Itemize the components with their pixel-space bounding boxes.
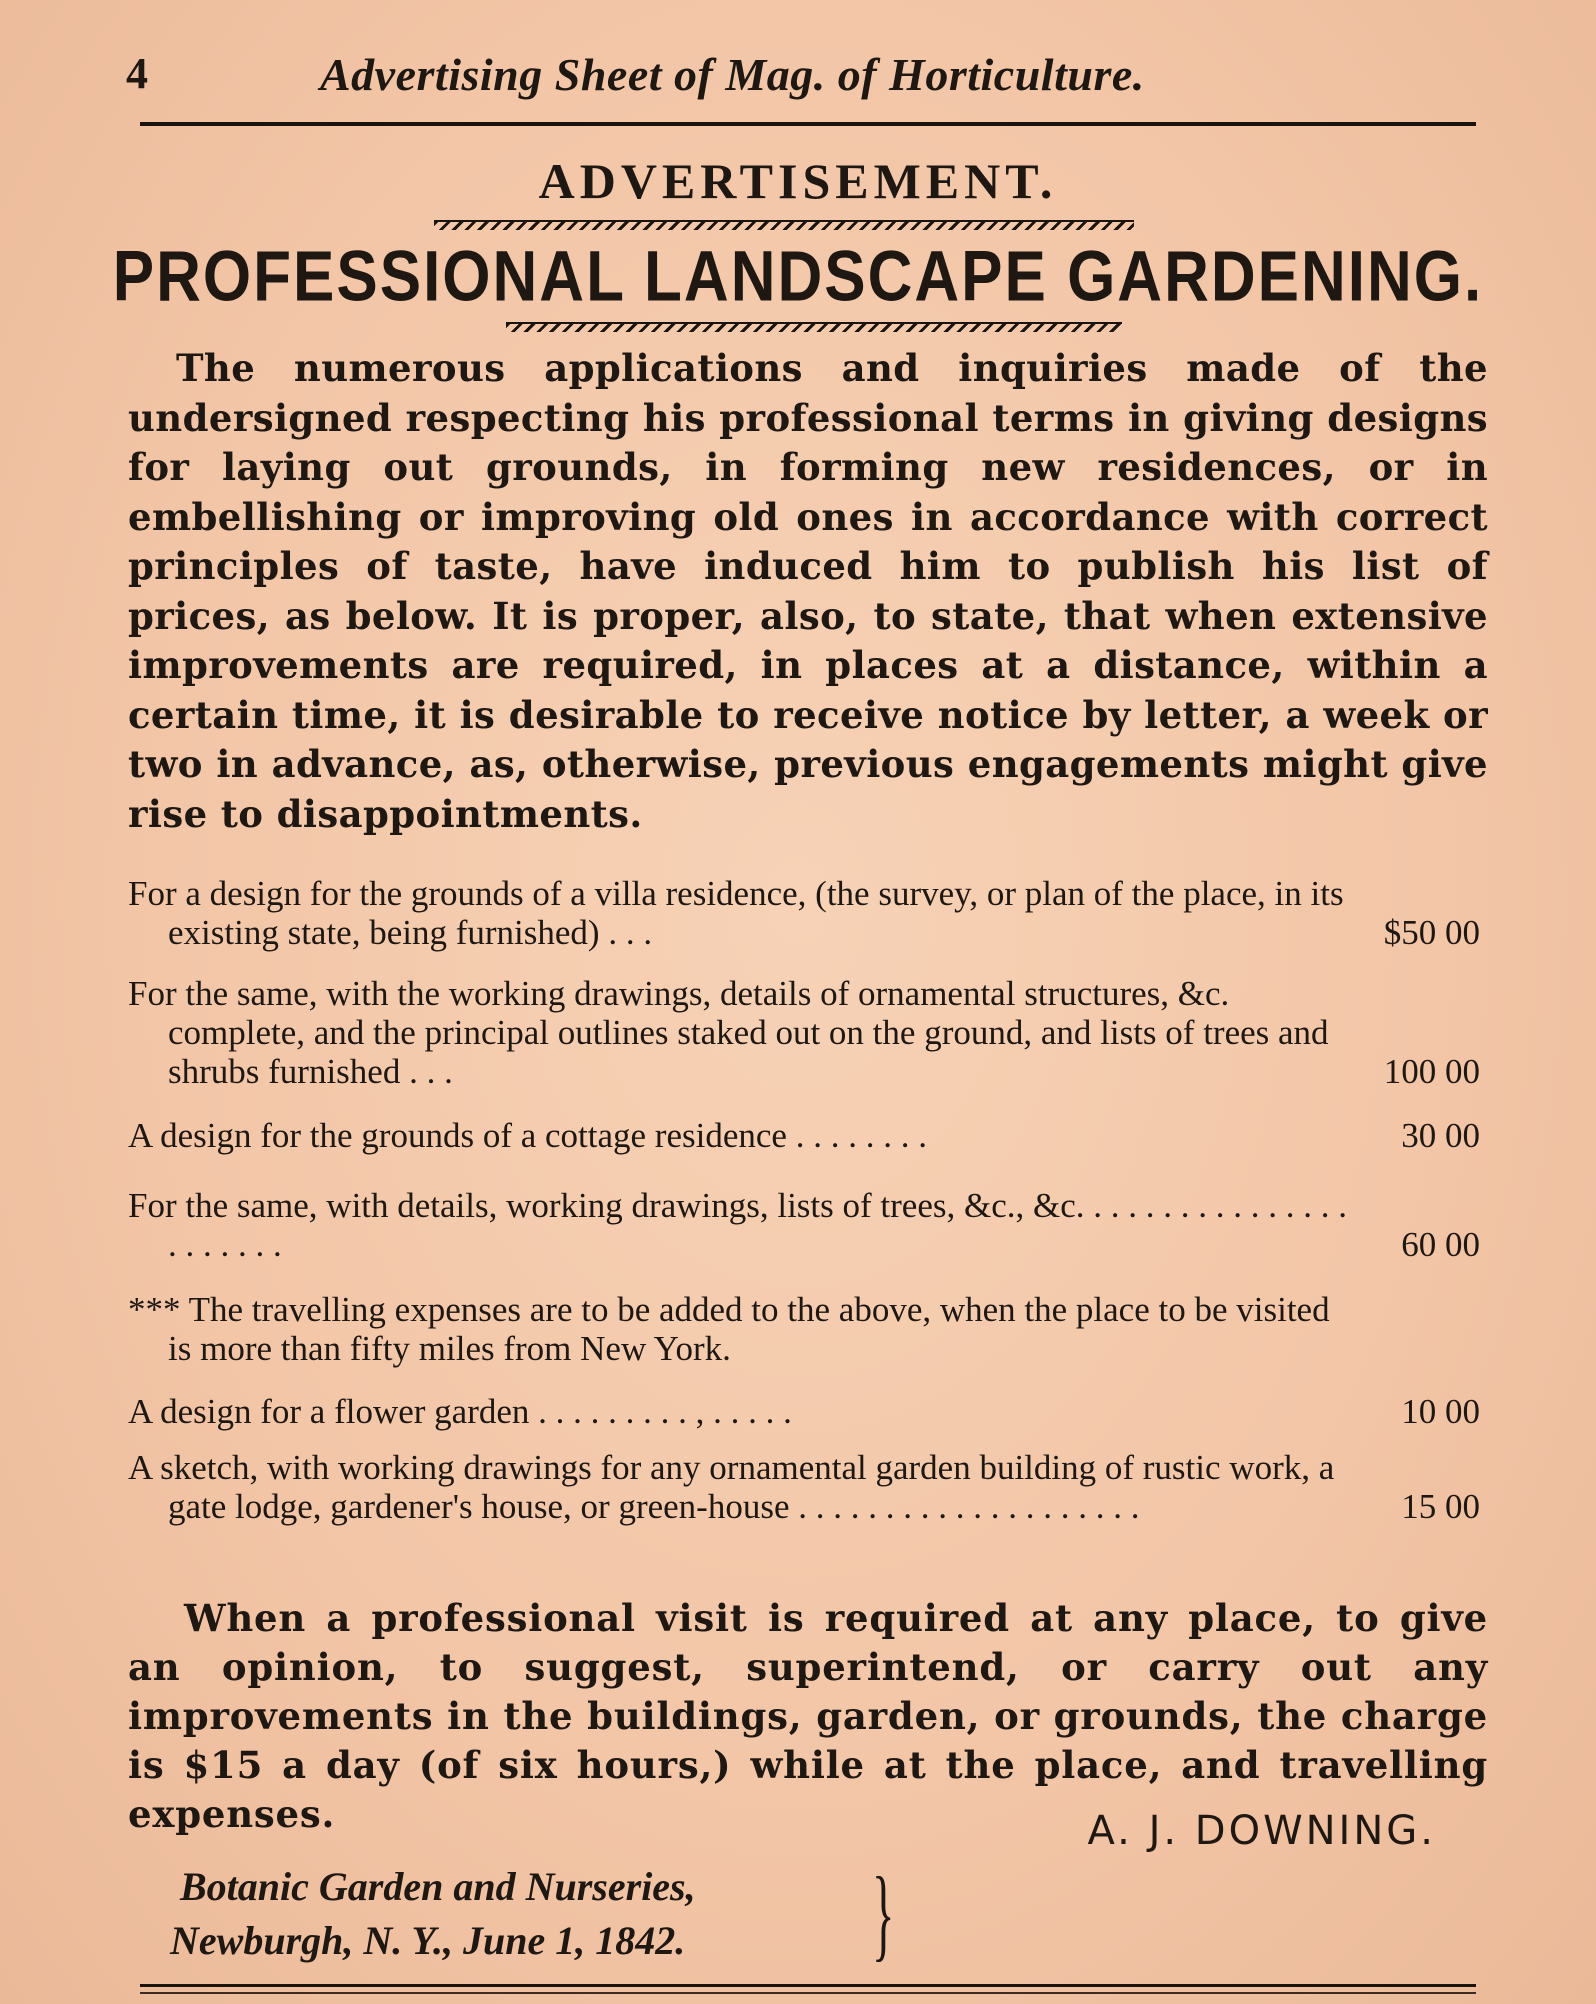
price-description: *** The travelling expenses are to be added to the above, when the place to be visited is more than fifty miles from New York.	[128, 1290, 1330, 1368]
price-description: For the same, with the working drawings, details of ornamental structures, &c. complete, and the principal outlines staked out on the ground, and lists of trees and shrubs furnished . . .	[128, 974, 1329, 1091]
price-description: A sketch, with working drawings for any ornamental garden building of rustic work, a gate lodge, gardener's house, or green-house . . . . . . . . . . . . . . . . . . . .	[128, 1448, 1335, 1526]
price-item	[128, 1392, 1490, 1431]
price-amount: 60 00	[1401, 1225, 1480, 1264]
running-head: Advertising Sheet of Mag. of Horticulture.	[320, 49, 1145, 100]
ornamental-rule	[434, 220, 1134, 230]
price-item	[128, 1186, 1490, 1264]
price-amount: 30 00	[1401, 1116, 1480, 1155]
price-description: For the same, with details, working drawings, lists of trees, &c., &c. . . . . . . . . . . . . . . . . . . . . . .	[128, 1186, 1348, 1264]
ornamental-rule	[506, 322, 1122, 332]
closing-paragraph: When a professional visit is required at any place, to give an opinion, to suggest, superintend, or carry out any improvements in the buildings, garden, or grounds, the charge is $15 a day (of six hours,) while at the place, and travelling expenses.	[128, 1596, 1488, 1836]
address-block	[170, 1860, 696, 1968]
address-line-1: Botanic Garden and Nurseries,	[180, 1864, 696, 1909]
price-item	[128, 874, 1490, 952]
address-line-2: Newburgh, N. Y., June 1, 1842.	[170, 1918, 686, 1963]
price-amount: 15 00	[1401, 1487, 1480, 1526]
brace-icon: }	[872, 1856, 895, 1971]
signature: A. J. DOWNING.	[1087, 1808, 1436, 1854]
top-rule	[140, 122, 1476, 126]
bottom-rule	[140, 1984, 1476, 1987]
price-description: For a design for the grounds of a villa residence, (the survey, or plan of the place, in its existing state, being furnished) . . .	[128, 874, 1344, 952]
page-title: PROFESSIONAL LANDSCAPE GARDENING.	[112, 237, 1484, 317]
price-amount: 10 00	[1401, 1392, 1480, 1431]
price-item	[128, 1116, 1490, 1155]
price-item	[128, 1448, 1490, 1526]
price-description: A design for the grounds of a cottage residence . . . . . . . .	[128, 1116, 927, 1155]
price-description: A design for a flower garden . . . . . . . . . , . . . . .	[128, 1392, 792, 1431]
intro-paragraph: The numerous applications and inquiries made of the undersigned respecting his professional terms in giving designs for laying out grounds, in forming new residences, or in embellishing or improving old ones in accordance with correct principles of taste, have induced him to publish his list of prices, as below. It is proper, also, to state, that when extensive improvements are required, in places at a distance, within a certain time, it is desirable to receive notice by letter, a week or two in advance, as, otherwise, previous engagements might give rise to disappointments.	[128, 346, 1488, 836]
page-number: 4	[126, 49, 148, 98]
travel-note	[128, 1290, 1490, 1368]
price-amount: 100 00	[1383, 1052, 1480, 1091]
advertisement-label: ADVERTISEMENT.	[538, 153, 1058, 209]
price-item	[128, 974, 1490, 1091]
price-amount: $50 00	[1383, 913, 1480, 952]
bottom-rule	[140, 1992, 1476, 1994]
page-header	[120, 48, 1476, 106]
